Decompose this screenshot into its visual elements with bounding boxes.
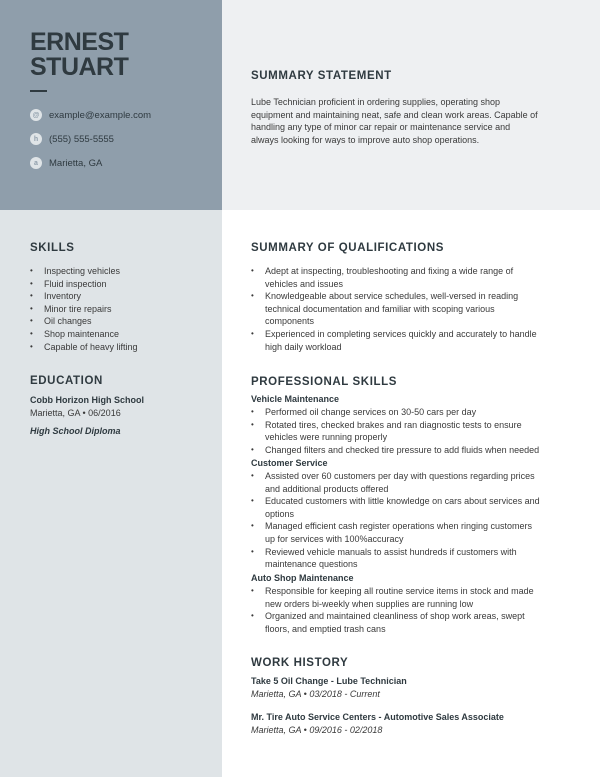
skill-group-list [251, 470, 586, 571]
skill-group-list [251, 585, 586, 635]
job-meta: Marietta, GA • 09/2016 - 02/2018 [251, 725, 383, 735]
qualifications-heading: SUMMARY OF QUALIFICATIONS [251, 242, 445, 254]
job-title: Take 5 Oil Change - Lube Technician [251, 676, 407, 686]
skill-group-title: Auto Shop Maintenance [251, 573, 354, 583]
candidate-name [30, 30, 128, 80]
skills-heading: SKILLS [30, 242, 75, 254]
school-location-date: Marietta, GA • 06/2016 [30, 408, 121, 418]
qualification-line: components [265, 316, 315, 327]
skill-group-item [251, 546, 586, 571]
skill-item: • Shop maintenance [30, 328, 210, 341]
summary-line: handling any type of minor car repair or maintenance service and [251, 122, 511, 132]
skill-group-line: • Performed oil change services on 30-50 cars per day [265, 407, 477, 417]
skill-group-line: • Responsible for keeping all routine service items in stock and made [265, 586, 534, 596]
skill-group-item [251, 495, 586, 520]
skill-group-line: • Changed filters and checked tire pressure to add fluids when needed [265, 444, 540, 455]
skill-item: • Fluid inspection [30, 278, 210, 291]
qualification-item [251, 265, 586, 290]
skill-group-line: • Organized and maintained cleanliness of shop work areas, swept [265, 611, 525, 622]
skill-group-line: maintenance questions [265, 559, 358, 570]
skill-group-item [251, 470, 586, 495]
name-divider [30, 90, 47, 92]
qualification-line: technical documentation and familiar with scoping various [265, 303, 495, 314]
skill-group-line: new orders bi-weekly when supplies are running low [265, 598, 474, 609]
skill-item: • Minor tire repairs [30, 303, 210, 316]
skill-group-line: • Rotated tires, checked brakes and ran diagnostic tests to ensure [265, 419, 522, 430]
phone-text[interactable]: (555) 555-5555 [49, 133, 114, 145]
job-title: Mr. Tire Auto Service Centers - Automotive Sales Associate [251, 712, 504, 722]
location-icon: a [30, 157, 42, 169]
skill-group-item [251, 585, 586, 610]
skill-group-item [251, 610, 586, 635]
qualification-item [251, 328, 586, 353]
skill-group-line: options [265, 508, 295, 519]
skill-group-line: • Assisted over 60 customers per day with questions regarding prices [265, 471, 535, 481]
skill-item: • Oil changes [30, 315, 210, 328]
qualification-line: • Knowledgeable about service schedules, well-versed in reading [265, 291, 519, 302]
first-name: ERNEST [30, 28, 129, 56]
qualification-item [251, 290, 586, 328]
summary-heading: SUMMARY STATEMENT [251, 70, 392, 82]
last-name: STUART [30, 53, 129, 81]
qualifications-list [251, 265, 586, 353]
skill-group-item [251, 520, 586, 545]
contact-phone[interactable] [30, 133, 114, 145]
summary-line: equipment and maintaining neat, safe and clean work areas. Capable of [251, 109, 538, 120]
skill-group-line: • Reviewed vehicle manuals to assist hundreds if customers with [265, 546, 517, 557]
skill-group-line: floors, and emptied trash cans [265, 623, 386, 634]
professional-skills-heading: PROFESSIONAL SKILLS [251, 376, 398, 388]
phone-icon: h [30, 133, 42, 145]
skill-group-item [251, 444, 586, 457]
qualification-line: high daily workload [265, 341, 342, 352]
summary-line: always looking for ways to improve auto shop operations. [251, 134, 480, 145]
email-text[interactable]: example@example.com [49, 109, 152, 121]
summary-line: Lube Technician proficient in ordering supplies, operating shop [251, 97, 500, 107]
skill-group-list [251, 406, 586, 456]
skill-group-title: Customer Service [251, 458, 328, 468]
email-icon: @ [30, 109, 42, 121]
work-history-heading: WORK HISTORY [251, 657, 349, 669]
skill-item: • Inventory [30, 290, 210, 303]
summary-text [251, 96, 581, 146]
school-name: Cobb Horizon High School [30, 395, 144, 405]
contact-location [30, 157, 102, 169]
skill-group-line: and additional products offered [265, 483, 389, 494]
qualification-line: vehicles and issues [265, 278, 344, 289]
skill-group-line: vehicles were running properly [265, 432, 388, 443]
skill-group-item [251, 419, 586, 444]
skill-item: • Capable of heavy lifting [30, 341, 210, 354]
skill-item: • Inspecting vehicles [30, 265, 210, 278]
qualification-line: • Adept at inspecting, troubleshooting and fixing a wide range of [265, 266, 514, 276]
qualification-line: • Experienced in completing services quickly and accurately to handle [265, 328, 537, 339]
skills-list [30, 265, 210, 353]
skill-group-item [251, 406, 586, 419]
job-meta: Marietta, GA • 03/2018 - Current [251, 689, 380, 699]
contact-email[interactable] [30, 109, 151, 121]
skill-group-title: Vehicle Maintenance [251, 394, 340, 404]
skill-group-line: up for services with 100%accuracy [265, 533, 404, 544]
location-text: Marietta, GA [49, 157, 103, 169]
skill-group-line: • Educated customers with little knowledge on cars about services and [265, 496, 540, 507]
education-heading: EDUCATION [30, 375, 103, 387]
degree: High School Diploma [30, 426, 121, 436]
skill-group-line: • Managed efficient cash register operations when ringing customers [265, 521, 532, 532]
